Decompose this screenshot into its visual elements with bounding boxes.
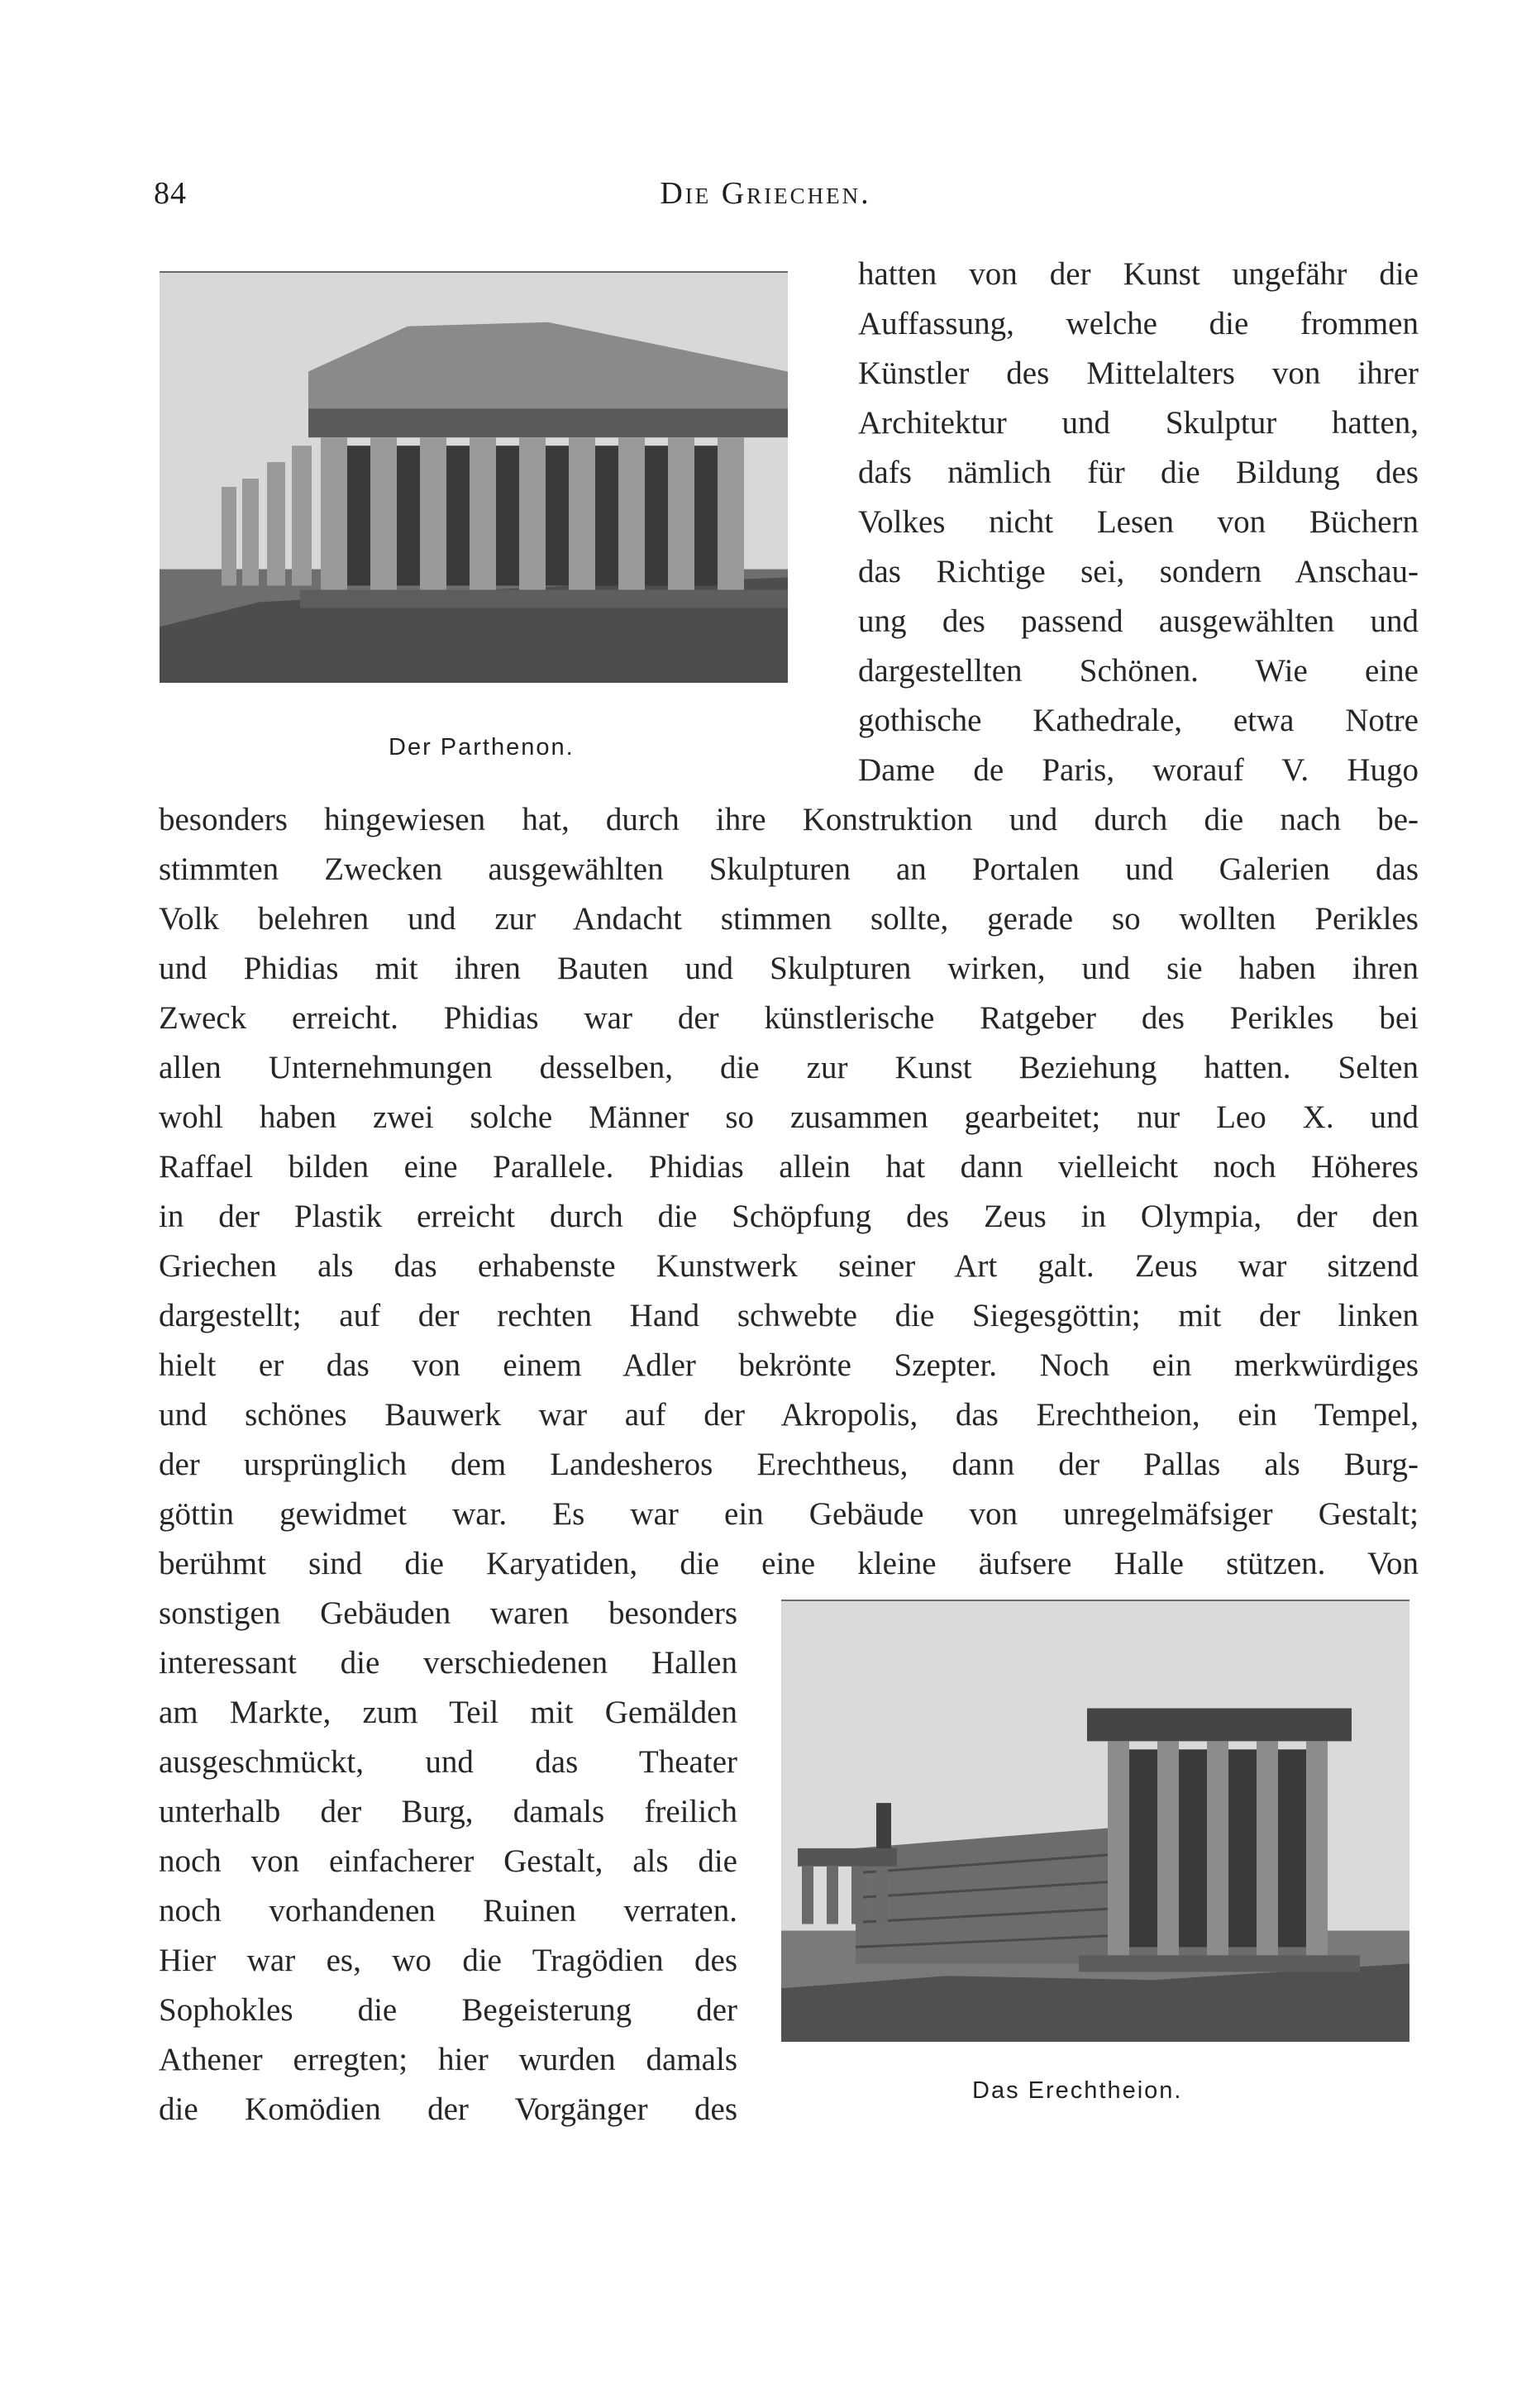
parthenon-caption: Der Parthenon. [389, 734, 575, 761]
parthenon-figure [160, 271, 788, 683]
text-line: wohl haben zwei solche Männer so zusammen gearbeitet; nur Leo X. und [159, 1099, 1419, 1135]
page-header [0, 175, 1531, 217]
text-line: in der Plastik erreicht durch die Schöpfung des Zeus in Olympia, der den [159, 1199, 1419, 1234]
text-line: noch von einfacherer Gestalt, als die [159, 1843, 737, 1879]
text-line: dafs nämlich für die Bildung des [858, 455, 1419, 490]
text-line: Künstler des Mittelalters von ihrer [858, 355, 1419, 391]
parthenon-illustration [160, 273, 788, 683]
text-line: Volk belehren und zur Andacht stimmen sollte, gerade so wollten Perikles [159, 901, 1419, 937]
text-line: besonders hingewiesen hat, durch ihre Konstruktion und durch die nach be- [159, 802, 1419, 837]
text-line: göttin gewidmet war. Es war ein Gebäude von unregelmäfsiger Gestalt; [159, 1496, 1419, 1532]
text-line: am Markte, zum Teil mit Gemälden [159, 1695, 737, 1730]
text-line: berühmt sind die Karyatiden, die eine kleine äufsere Halle stützen. Von [159, 1546, 1419, 1581]
text-line: sonstigen Gebäuden waren besonders [159, 1595, 737, 1631]
erechtheion-illustration [781, 1601, 1409, 2042]
text-line: unterhalb der Burg, damals freilich [159, 1794, 737, 1829]
erechtheion-photo [781, 1600, 1409, 2042]
text-line: Auffassung, welche die frommen [858, 306, 1419, 341]
text-line: Architektur und Skulptur hatten, [858, 405, 1419, 441]
parthenon-photo [160, 271, 788, 683]
erechtheion-caption: Das Erechtheion. [972, 2077, 1183, 2104]
running-title: Die Griechen. [660, 176, 871, 211]
text-line: Zweck erreicht. Phidias war der künstlerische Ratgeber des Perikles bei [159, 1000, 1419, 1036]
text-line: dargestellt; auf der rechten Hand schwebte die Siegesgöttin; mit der linken [159, 1298, 1419, 1333]
text-line: stimmten Zwecken ausgewählten Skulpturen an Portalen und Galerien das [159, 851, 1419, 887]
text-line: dargestellten Schönen. Wie eine [858, 653, 1419, 689]
text-line: Raffael bilden eine Parallele. Phidias allein hat dann vielleicht noch Höheres [159, 1149, 1419, 1185]
text-line: allen Unternehmungen desselben, die zur Kunst Beziehung hatten. Selten [159, 1050, 1419, 1085]
text-line: das Richtige sei, sondern Anschau- [858, 554, 1419, 589]
text-line: und schönes Bauwerk war auf der Akropolis, das Erechtheion, ein Tempel, [159, 1397, 1419, 1433]
text-line: der ursprünglich dem Landesheros Erechtheus, dann der Pallas als Burg- [159, 1447, 1419, 1482]
text-line: Dame de Paris, worauf V. Hugo [858, 752, 1419, 788]
text-line: Griechen als das erhabenste Kunstwerk seiner Art galt. Zeus war sitzend [159, 1248, 1419, 1284]
text-line: Athener erregten; hier wurden damals [159, 2042, 737, 2077]
text-line: ung des passend ausgewählten und [858, 603, 1419, 639]
text-line: interessant die verschiedenen Hallen [159, 1645, 737, 1681]
page-number: 84 [154, 176, 187, 211]
text-line: Hier war es, wo die Tragödien des [159, 1943, 737, 1978]
text-line: ausgeschmückt, und das Theater [159, 1744, 737, 1780]
text-line: noch vorhandenen Ruinen verraten. [159, 1893, 737, 1929]
text-line: gothische Kathedrale, etwa Notre [858, 703, 1419, 738]
text-line: Volkes nicht Lesen von Büchern [858, 504, 1419, 540]
erechtheion-figure [781, 1600, 1409, 2042]
text-line: hatten von der Kunst ungefähr die [858, 256, 1419, 292]
text-line: Sophokles die Begeisterung der [159, 1992, 737, 2028]
text-line: hielt er das von einem Adler bekrönte Szepter. Noch ein merkwürdiges [159, 1347, 1419, 1383]
text-line: die Komödien der Vorgänger des [159, 2091, 737, 2127]
text-line: und Phidias mit ihren Bauten und Skulpturen wirken, und sie haben ihren [159, 951, 1419, 986]
